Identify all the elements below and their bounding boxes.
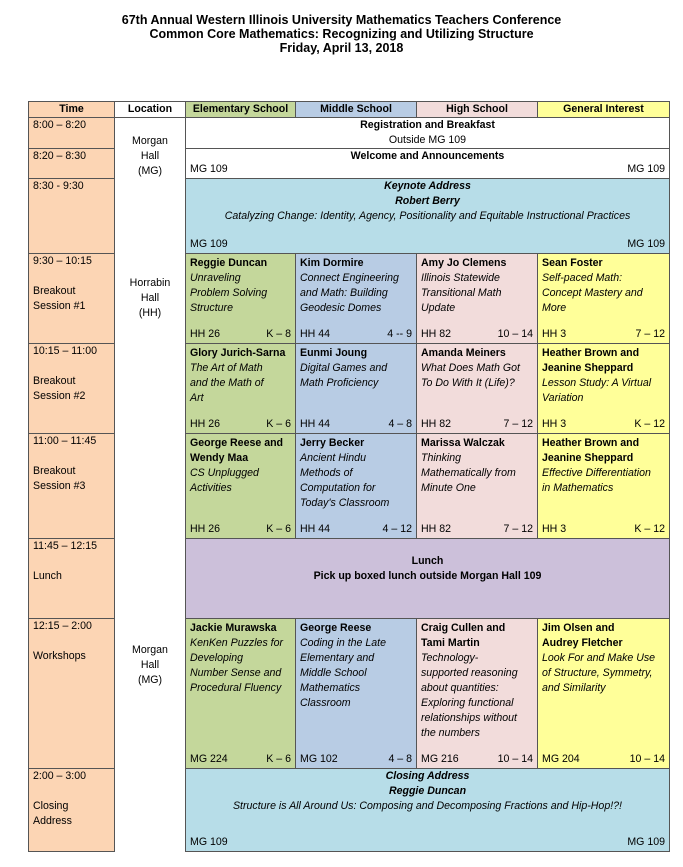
conference-theme: Common Core Mathematics: Recognizing and Utilizing Structure <box>149 27 534 41</box>
col-header-time: Time <box>29 102 115 118</box>
presenter-name: Reggie Duncan <box>190 257 268 269</box>
session-title: Unraveling Problem Solving Structure <box>190 272 268 314</box>
registration-title: Registration and Breakfast <box>360 119 495 131</box>
grade-range: 10 – 14 <box>497 753 533 765</box>
room-label: MG 216 <box>421 753 459 765</box>
session-cell-high <box>417 344 538 434</box>
location-line: Hall <box>140 658 160 671</box>
room-label: MG 102 <box>300 753 338 765</box>
time-cell: 8:00 – 8:20 <box>29 118 115 149</box>
grade-range: 10 – 14 <box>497 328 533 340</box>
col-header-middle: Middle School <box>296 102 417 118</box>
room-label: MG 109 <box>190 163 228 175</box>
session-cell-general <box>538 254 670 344</box>
grade-range: K – 12 <box>634 523 665 535</box>
grade-range: 4 – 8 <box>388 418 412 430</box>
workshop-cell-middle <box>296 619 417 769</box>
registration-cell <box>186 118 670 149</box>
session-title: Look For and Make Use of Structure, Symmetry, and Similarity <box>542 652 656 694</box>
session-cell-elementary <box>186 254 296 344</box>
time-cell <box>29 539 115 619</box>
row-registration <box>29 118 670 149</box>
location-line: (MG) <box>137 673 163 686</box>
closing-talk: Structure is All Around Us: Composing and Decomposing Fractions and Hip-Hop!?! <box>232 800 622 812</box>
presenter-name: Glory Jurich-Sarna <box>190 347 286 359</box>
grade-range: 7 – 12 <box>503 418 533 430</box>
time-cell <box>29 434 115 539</box>
welcome-title: Welcome and Announcements <box>350 150 505 162</box>
room-label: MG 109 <box>627 163 665 175</box>
keynote-cell <box>186 179 670 254</box>
workshop-cell-high <box>417 619 538 769</box>
session-label: Closing <box>33 800 69 812</box>
presenter-name: George Reese <box>300 622 372 634</box>
session-label: Session #3 <box>33 480 86 492</box>
room-label: HH 82 <box>421 418 452 430</box>
grade-range: K – 8 <box>266 328 291 340</box>
room-label: HH 44 <box>300 523 331 535</box>
room-label: HH 3 <box>542 328 567 340</box>
location-line: (MG) <box>137 165 163 177</box>
session-time: 11:00 – 11:45 <box>33 435 97 447</box>
room-label: MG 204 <box>542 753 580 765</box>
session-title: KenKen Puzzles for Developing Number Sense and Procedural Fluency <box>190 637 284 694</box>
time-cell: 8:20 – 8:30 <box>29 149 115 179</box>
registration-location: Outside MG 109 <box>388 134 467 146</box>
time-cell: 8:30 - 9:30 <box>29 179 115 254</box>
presenter-name: Amanda Meiners <box>421 347 506 359</box>
presenter-name: George Reese and Wendy Maa <box>190 437 284 464</box>
session-cell-elementary <box>186 344 296 434</box>
presenter-name: Craig Cullen and Tami Martin <box>421 622 506 649</box>
session-title: Ancient Hindu Methods of Computation for Today's Classroom <box>300 452 390 509</box>
presenter-name: Marissa Walczak <box>421 437 505 449</box>
session-title: What Does Math Got To Do With It (Life)? <box>421 362 520 389</box>
workshop-cell-general <box>538 619 670 769</box>
location-line: (HH) <box>138 306 162 319</box>
session-cell-middle <box>296 344 417 434</box>
session-cell-general <box>538 434 670 539</box>
location-line: Horrabin <box>129 276 171 289</box>
location-morgan-hall-2 <box>115 539 186 852</box>
location-line: Hall <box>140 291 160 304</box>
presenter-name: Jerry Becker <box>300 437 365 449</box>
grade-range: 4 -- 9 <box>387 328 412 340</box>
room-label: MG 109 <box>627 238 665 250</box>
room-label: MG 109 <box>190 238 228 250</box>
session-time: 9:30 – 10:15 <box>33 255 92 267</box>
session-cell-high <box>417 254 538 344</box>
session-title: Lesson Study: A Virtual Variation <box>542 377 652 404</box>
session-title: Self-paced Math: Concept Mastery and More <box>542 272 643 314</box>
room-label: HH 26 <box>190 523 221 535</box>
grade-range: 4 – 8 <box>388 753 412 765</box>
lunch-cell <box>186 539 670 619</box>
presenter-name: Eunmi Joung <box>300 347 368 359</box>
session-cell-high <box>417 434 538 539</box>
grade-range: 7 – 12 <box>503 523 533 535</box>
location-morgan-hall <box>115 118 186 254</box>
presenter-name: Kim Dormire <box>300 257 364 269</box>
room-label: HH 26 <box>190 328 221 340</box>
session-label: Session #2 <box>33 390 86 402</box>
conference-title: 67th Annual Western Illinois University Mathematics Teachers Conference <box>121 13 562 27</box>
grade-range: K – 12 <box>634 418 665 430</box>
session-cell-middle <box>296 434 417 539</box>
session-title: The Art of Math and the Math of Art <box>190 362 264 404</box>
session-cell-middle <box>296 254 417 344</box>
time-cell <box>29 254 115 344</box>
room-label: HH 82 <box>421 523 452 535</box>
keynote-talk: Catalyzing Change: Identity, Agency, Positionality and Equitable Instructional Practices <box>224 210 631 222</box>
location-line: Morgan <box>132 135 168 147</box>
room-label: HH 3 <box>542 418 567 430</box>
session-label: Session #1 <box>33 300 86 312</box>
lunch-title: Lunch <box>411 555 444 567</box>
session-title: CS Unplugged Activities <box>190 467 259 494</box>
grade-range: 10 – 14 <box>629 753 665 765</box>
location-line: Hall <box>140 150 160 162</box>
room-label: HH 3 <box>542 523 567 535</box>
session-title: Coding in the Late Elementary and Middle School Mathematics Classroom <box>300 637 386 709</box>
presenter-name: Heather Brown and Jeanine Sheppard <box>542 437 640 464</box>
col-header-location: Location <box>115 102 186 118</box>
location-horrabin-hall <box>115 254 186 539</box>
session-title: Thinking Mathematically from Minute One <box>421 452 516 494</box>
session-time: 2:00 – 3:00 <box>33 770 87 782</box>
workshop-cell-elementary <box>186 619 296 769</box>
session-label: Workshops <box>33 650 86 662</box>
room-label: HH 44 <box>300 418 331 430</box>
session-label: Address <box>33 815 72 827</box>
session-title: Technology- supported reasoning about quantities: Exploring functional relationships without the numbers <box>421 652 518 739</box>
room-label: HH 44 <box>300 328 331 340</box>
time-cell <box>29 769 115 852</box>
presenter-name: Heather Brown and Jeanine Sheppard <box>542 347 640 374</box>
session-label: Breakout <box>33 285 76 297</box>
col-header-high: High School <box>417 102 538 118</box>
session-title: Digital Games and Math Proficiency <box>300 362 388 389</box>
column-header-row <box>29 102 670 118</box>
location-line: Morgan <box>132 643 168 656</box>
keynote-speaker: Robert Berry <box>395 195 460 207</box>
schedule-table <box>28 101 670 852</box>
col-header-elementary: Elementary School <box>186 102 296 118</box>
lunch-note: Pick up boxed lunch outside Morgan Hall 109 <box>313 570 542 582</box>
grade-range: 7 – 12 <box>635 328 665 340</box>
session-cell-general <box>538 344 670 434</box>
grade-range: K – 6 <box>266 523 291 535</box>
presenter-name: Sean Foster <box>542 257 603 269</box>
row-lunch <box>29 539 670 619</box>
presenter-name: Jackie Murawska <box>190 622 277 634</box>
session-label: Lunch <box>33 570 62 582</box>
presenter-name: Amy Jo Clemens <box>421 257 507 269</box>
session-title: Illinois Statewide Transitional Math Update <box>421 272 502 314</box>
row-session-1 <box>29 254 670 344</box>
col-header-general: General Interest <box>538 102 670 118</box>
room-label: MG 224 <box>190 753 228 765</box>
closing-cell <box>186 769 670 852</box>
conference-date: Friday, April 13, 2018 <box>279 41 404 55</box>
grade-range: K – 6 <box>266 418 291 430</box>
session-time: 12:15 – 2:00 <box>33 620 92 632</box>
room-label: HH 26 <box>190 418 221 430</box>
closing-speaker: Reggie Duncan <box>388 785 467 797</box>
grade-range: 4 – 12 <box>382 523 412 535</box>
room-label: MG 109 <box>627 836 665 848</box>
presenter-name: Jim Olsen and Audrey Fletcher <box>542 622 623 649</box>
session-label: Breakout <box>33 375 76 387</box>
session-label: Breakout <box>33 465 76 477</box>
closing-label: Closing Address <box>385 770 470 782</box>
time-cell <box>29 344 115 434</box>
welcome-cell <box>186 149 670 179</box>
session-title: Effective Differentiation in Mathematics <box>542 467 651 494</box>
time-cell <box>29 619 115 769</box>
keynote-label: Keynote Address <box>384 180 471 192</box>
session-time: 10:15 – 11:00 <box>33 345 98 357</box>
session-title: Connect Engineering and Math: Building Geodesic Domes <box>300 272 399 314</box>
session-cell-elementary <box>186 434 296 539</box>
session-time: 11:45 – 12:15 <box>33 540 98 552</box>
grade-range: K – 6 <box>266 753 291 765</box>
room-label: HH 82 <box>421 328 452 340</box>
room-label: MG 109 <box>190 836 228 848</box>
